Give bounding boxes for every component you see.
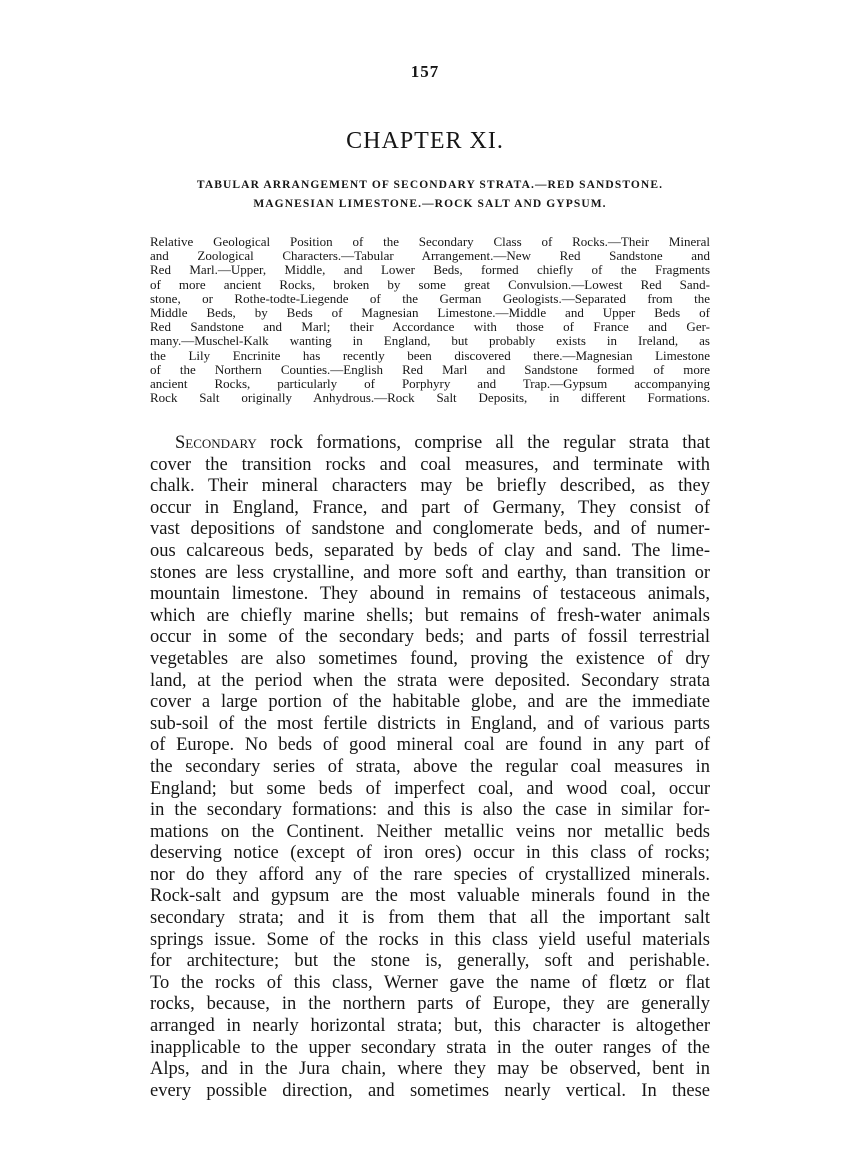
body-line: mations on the Continent. Neither metallic veins nor metallic beds: [150, 821, 710, 842]
body-line: chalk. Their mineral characters may be briefly described, as they: [150, 476, 710, 497]
body-line: occur in England, France, and part of Germany, They consist of: [150, 497, 710, 518]
body-line: [150, 433, 710, 455]
body-line: for architecture; but the stone is, generally, soft and perishable.: [150, 951, 710, 972]
body-line: land, at the period when the strata were deposited. Secondary strata: [150, 670, 710, 691]
body-line: mountain limestone. They abound in remains of testaceous animals,: [150, 584, 710, 605]
chapter-subtitle: [150, 176, 710, 214]
body-line: To the rocks of this class, Werner gave the name of flœtz or flat: [150, 972, 710, 993]
subtitle-line: MAGNESIAN LIMESTONE.—ROCK SALT AND GYPSUM.: [253, 198, 607, 210]
body-line: the secondary series of strata, above the regular coal measures in: [150, 756, 710, 777]
body-line: which are chiefly marine shells; but remains of fresh-water animals: [150, 605, 710, 626]
synopsis-line: many.—Muschel-Kalk wanting in England, but probably exists in Ireland, as: [150, 333, 710, 349]
body-line: Alps, and in the Jura chain, where they may be observed, bent in: [150, 1059, 710, 1080]
synopsis-line: Relative Geological Position of the Secondary Class of Rocks.—Their Mineral: [150, 234, 710, 249]
synopsis-line: stone, or Rothe-todte-Liegende of the German Geologists.—Separated from the: [150, 290, 710, 306]
body-line: arranged in nearly horizontal strata; but, this character is altogether: [150, 1016, 710, 1037]
body-line: nor do they afford any of the rare species of crystallized minerals.: [150, 864, 710, 885]
body-line: of Europe. No beds of good mineral coal are found in any part of: [150, 735, 710, 756]
synopsis-line: and Zoological Characters.—Tabular Arrangement.—New Red Sandstone and: [150, 248, 710, 264]
synopsis-line: ancient Rocks, particularly of Porphyry and Trap.—Gypsum accompanying: [150, 376, 710, 392]
body-line: England; but some beds of imperfect coal, and wood coal, occur: [150, 778, 710, 799]
chapter-title: CHAPTER XI.: [346, 128, 504, 154]
body-line: vegetables are also sometimes found, proving the existence of dry: [150, 648, 710, 669]
body-line: vast depositions of sandstone and conglomerate beds, and of numer-: [150, 519, 710, 540]
synopsis-line: of the Northern Counties.—English Red Marl and Sandstone formed of more: [150, 361, 710, 377]
body-line: stones are less crystalline, and more soft and earthy, than transition or: [150, 562, 710, 583]
page-number: 157: [410, 62, 440, 81]
body-line: ous calcareous beds, separated by beds of clay and sand. The lime-: [150, 540, 710, 561]
body-line-text: rock formations, comprise all the regular strata that: [256, 433, 710, 453]
synopsis-line: of more ancient Rocks, broken by some great Convulsion.—Lowest Red Sand-: [150, 276, 710, 292]
synopsis-line: Rock Salt originally Anhydrous.—Rock Salt Deposits, in different Formations.: [150, 390, 710, 406]
body-line: sub-soil of the most fertile districts in England, and of various parts: [150, 713, 710, 734]
body-line: cover the transition rocks and coal measures, and terminate with: [150, 454, 710, 475]
body-line: inapplicable to the upper secondary strata in the outer ranges of the: [150, 1037, 710, 1058]
body-line: springs issue. Some of the rocks in this class yield useful materials: [150, 929, 710, 950]
body-line: rocks, because, in the northern parts of Europe, they are generally: [150, 994, 710, 1015]
body-line: Rock-salt and gypsum are the most valuable minerals found in the: [150, 886, 710, 907]
body-line: secondary strata; and it is from them that all the important salt: [150, 908, 710, 929]
body-paragraph: [150, 433, 710, 1102]
body-line: in the secondary formations: and this is also the case in similar for-: [150, 800, 710, 821]
body-line: occur in some of the secondary beds; and parts of fossil terrestrial: [150, 627, 710, 648]
synopsis-line: the Lily Encrinite has recently been discovered there.—Magnesian Limestone: [150, 347, 710, 363]
subtitle-line: TABULAR ARRANGEMENT OF SECONDARY STRATA.—RED SANDSTONE.: [196, 179, 664, 191]
synopsis-line: Red Marl.—Upper, Middle, and Lower Beds, formed chiefly of the Fragments: [150, 262, 710, 278]
body-line: deserving notice (except of iron ores) occur in this class of rocks;: [150, 843, 710, 864]
synopsis-line: Red Sandstone and Marl; their Accordance with those of France and Ger-: [150, 319, 710, 335]
opening-word: Secondary: [175, 433, 257, 453]
body-line: every possible direction, and sometimes nearly vertical. In these: [150, 1080, 710, 1101]
body-line: cover a large portion of the habitable globe, and are the immediate: [150, 692, 710, 713]
chapter-synopsis: [150, 235, 710, 405]
synopsis-line: Middle Beds, by Beds of Magnesian Limestone.—Middle and Upper Beds of: [150, 305, 710, 321]
